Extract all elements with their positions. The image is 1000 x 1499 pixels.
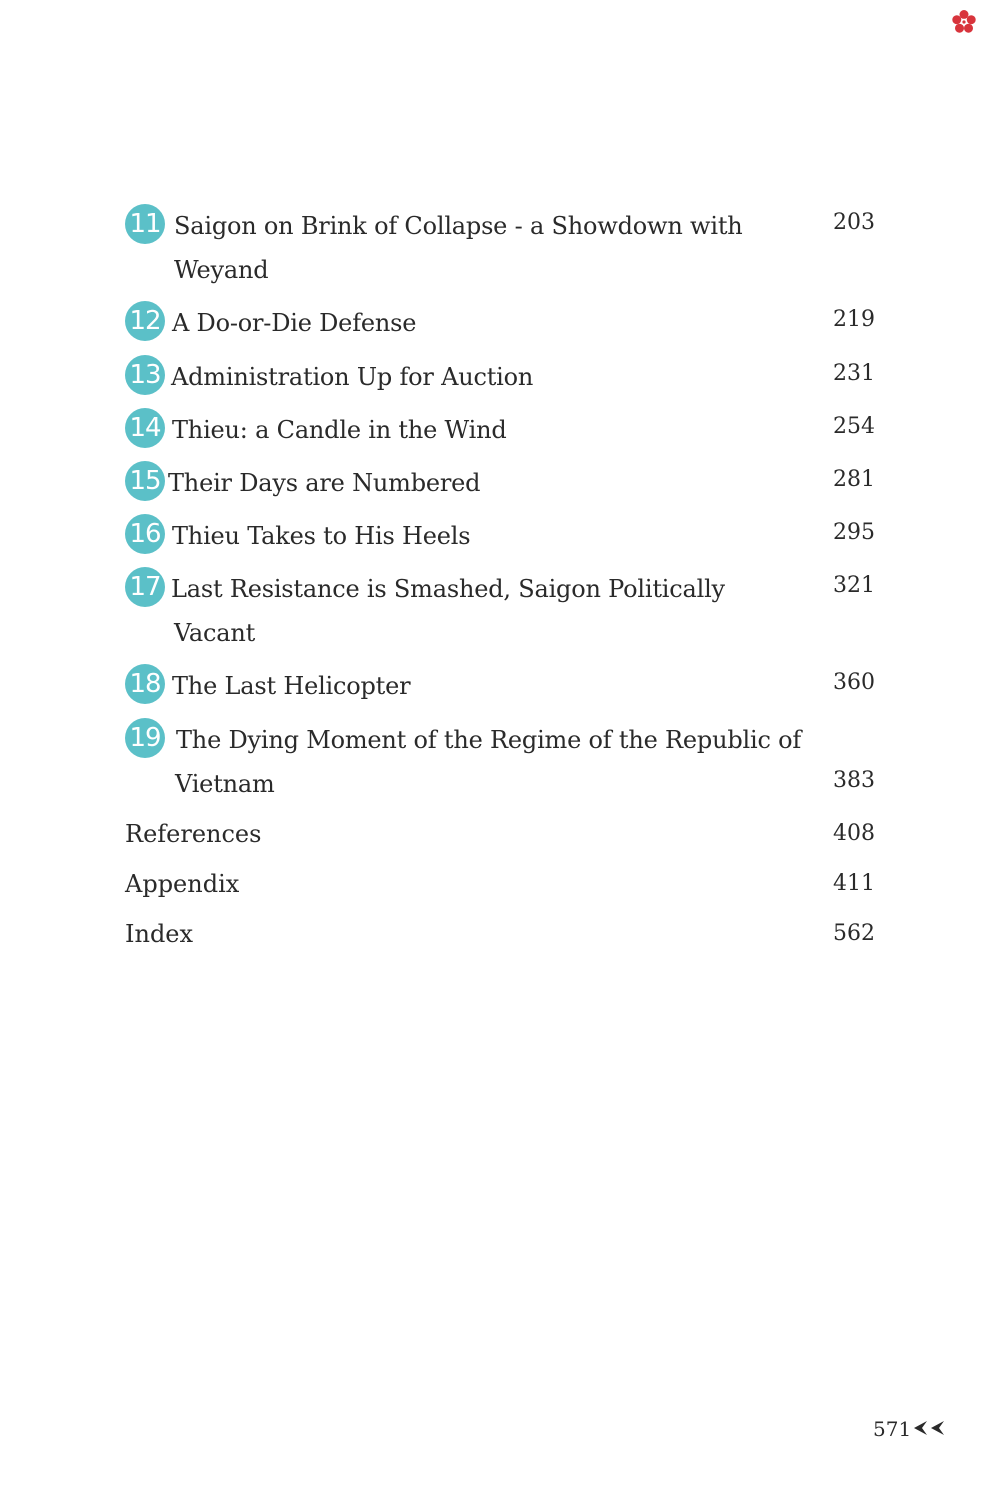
chapter-title-line: Thieu: a Candle in the Wind (172, 416, 507, 444)
chapter-title (171, 567, 725, 655)
chapter-title-line: Weyand (174, 256, 269, 284)
folio-page-number: 571 (873, 1417, 912, 1441)
page-number: 411 (833, 871, 875, 896)
chapter-title-line: Thieu Takes to His Heels (172, 522, 471, 550)
chapter-title (174, 204, 743, 292)
chapter-title (176, 718, 801, 806)
double-chevron-left-icon (911, 1419, 947, 1437)
folio (873, 1415, 947, 1443)
page-number: 281 (833, 467, 875, 492)
chapter-number-badge: 17 (125, 567, 165, 607)
back-matter-title: References (125, 820, 262, 848)
chapter-title (171, 355, 533, 399)
chapter-title-line: Administration Up for Auction (171, 363, 534, 391)
page-number: 203 (833, 210, 875, 235)
page-number: 231 (833, 361, 875, 386)
chapter-title-line: The Dying Moment of the Regime of the Republic of (176, 726, 802, 754)
page-number: 383 (833, 768, 875, 793)
chapter-title-line: A Do-or-Die Defense (172, 309, 417, 337)
chapter-number-badge: 13 (125, 355, 165, 395)
chapter-title (168, 461, 480, 505)
chapter-title-line: Last Resistance is Smashed, Saigon Politically (171, 575, 725, 603)
page-number: 408 (833, 821, 875, 846)
page-number: 562 (833, 921, 875, 946)
page-number: 254 (833, 414, 875, 439)
chapter-title (172, 514, 470, 558)
page-number: 219 (833, 307, 875, 332)
chapter-number-badge: 14 (125, 408, 165, 448)
chapter-title-line: Their Days are Numbered (168, 469, 481, 497)
chapter-number-badge: 15 (125, 461, 165, 501)
back-matter-title: Appendix (125, 870, 240, 898)
page-number: 360 (833, 670, 875, 695)
chapter-number-badge: 19 (125, 718, 165, 758)
chapter-title (172, 408, 507, 452)
chapter-title-line: Vacant (174, 619, 256, 647)
page-number: 321 (833, 573, 875, 598)
page-number: 295 (833, 520, 875, 545)
chapter-number-badge: 18 (125, 664, 165, 704)
chapter-number-badge: 12 (125, 301, 165, 341)
chapter-title-line: Vietnam (175, 770, 275, 798)
chapter-title-line: Saigon on Brink of Collapse - a Showdown with (174, 212, 743, 240)
chapter-title (172, 301, 416, 345)
chapter-title (172, 664, 410, 708)
chapter-number-badge: 11 (125, 204, 165, 244)
chapter-number-badge: 16 (125, 514, 165, 554)
back-matter-title: Index (125, 920, 194, 948)
chapter-title-line: The Last Helicopter (172, 672, 411, 700)
